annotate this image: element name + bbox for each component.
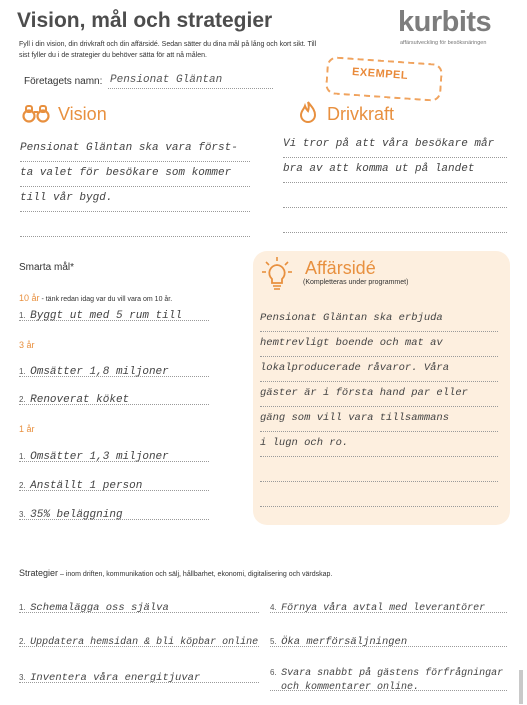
ten-year-desc: - tänk redan idag var du vill vara om 10 år. bbox=[39, 296, 173, 303]
one-year-label: 1 år bbox=[19, 424, 35, 434]
scrollbar[interactable] bbox=[519, 670, 523, 704]
one-year-item-2[interactable]: 2. Anställt 1 person bbox=[19, 475, 209, 491]
strategy-3-num: 3. bbox=[19, 673, 26, 682]
strategy-4-num: 4. bbox=[270, 603, 277, 612]
strategy-5-num: 5. bbox=[270, 637, 277, 646]
drivkraft-lines[interactable] bbox=[283, 133, 507, 233]
three-year-item-2[interactable]: 2. Renoverat köket bbox=[19, 389, 209, 405]
one-year-item-1-text: Omsätter 1,3 miljoner bbox=[30, 451, 169, 463]
drivkraft-title: Drivkraft bbox=[327, 104, 394, 124]
affarside-lines[interactable] bbox=[260, 307, 498, 507]
company-label: Företagets namn: bbox=[24, 76, 103, 87]
affarside-line-6: i lugn och ro. bbox=[260, 437, 349, 449]
affarside-line-2: hemtrevligt boende och mat av bbox=[260, 337, 443, 349]
company-value[interactable]: Pensionat Gläntan bbox=[110, 74, 223, 86]
strategy-6-text: Svara snabbt på gästens förfrågningar bbox=[281, 668, 504, 679]
strategy-2-text: Uppdatera hemsidan & bli köpbar online bbox=[30, 637, 259, 648]
strategy-6-num: 6. bbox=[270, 668, 277, 677]
company-line bbox=[108, 88, 273, 89]
strategy-6[interactable] bbox=[270, 662, 507, 691]
three-year-item-2-text: Renoverat köket bbox=[30, 394, 130, 406]
strategy-5[interactable] bbox=[270, 631, 507, 647]
affarside-subtitle: (Kompletteras under programmet) bbox=[303, 279, 409, 286]
vision-line-2: ta valet för besökare som kommer bbox=[20, 167, 232, 179]
three-year-label: 3 år bbox=[19, 340, 35, 350]
lightbulb-icon bbox=[261, 256, 293, 292]
vision-line-1: Pensionat Gläntan ska vara först- bbox=[20, 142, 238, 154]
ten-year-heading bbox=[19, 288, 172, 306]
strategies-desc: – inom driften, kommunikation och sälj, hållbarhet, ekonomi, digitalisering och värdskap. bbox=[58, 571, 333, 578]
one-year-item-3-text: 35% beläggning bbox=[30, 509, 123, 521]
strategy-1[interactable] bbox=[19, 597, 259, 613]
flame-icon bbox=[298, 100, 318, 124]
goals-title: Smarta mål* bbox=[19, 262, 75, 273]
binoculars-icon bbox=[22, 104, 50, 124]
one-year-item-1[interactable]: 1. Omsätter 1,3 miljoner bbox=[19, 446, 209, 462]
one-year-item-3[interactable]: 3. 35% beläggning bbox=[19, 504, 209, 520]
ten-year-label: 10 år bbox=[19, 293, 40, 303]
strategies-heading bbox=[19, 563, 332, 581]
three-year-item-1[interactable]: 1. Omsätter 1,8 miljoner bbox=[19, 361, 209, 377]
affarside-line-5: gäng som vill vara tillsammans bbox=[260, 412, 450, 424]
vision-title: Vision bbox=[58, 104, 107, 124]
strategy-3[interactable] bbox=[19, 667, 259, 683]
three-year-item-1-text: Omsätter 1,8 miljoner bbox=[30, 366, 169, 378]
strategy-4-text: Förnya våra avtal med leverantörer bbox=[281, 603, 486, 614]
intro-text: Fyll i din vision, din drivkraft och din affärsidé. Sedan sätter du dina mål på lång och kort sikt. Till sist fyller du i de strategier du behöver sätta för att nå målen. bbox=[19, 41, 317, 59]
ten-year-item-1-text: Byggt ut med 5 rum till bbox=[30, 310, 182, 322]
affarside-line-4: gäster är i första hand par eller bbox=[260, 387, 468, 399]
page-title: Vision, mål och strategier bbox=[17, 9, 273, 32]
strategy-3-text: Inventera våra energitjuvar bbox=[30, 672, 201, 684]
strategy-6-text-2: och kommentarer online. bbox=[281, 682, 420, 693]
exempel-stamp-text: EXEMPEL bbox=[351, 66, 409, 82]
kurbits-logo: kurbits bbox=[398, 6, 492, 38]
affarside-title: Affärsidé bbox=[305, 258, 376, 278]
vision-line-3: till vår bygd. bbox=[20, 192, 113, 204]
affarside-line-3: lokalproducerade råvaror. Våra bbox=[260, 362, 450, 374]
ten-year-item-1[interactable]: 1. Byggt ut med 5 rum till bbox=[19, 305, 209, 321]
vision-lines[interactable] bbox=[20, 137, 250, 237]
strategies-title: Strategier bbox=[19, 568, 59, 578]
strategy-2[interactable] bbox=[19, 631, 259, 647]
logo-tagline: affärsutveckling för besöksnäringen bbox=[400, 40, 487, 46]
strategy-2-num: 2. bbox=[19, 637, 26, 646]
strategy-5-text: Öka merförsäljningen bbox=[281, 636, 408, 648]
affarside-line-1: Pensionat Gläntan ska erbjuda bbox=[260, 312, 443, 324]
drivkraft-line-1: Vi tror på att våra besökare mår bbox=[283, 138, 495, 150]
strategy-1-num: 1. bbox=[19, 603, 26, 612]
strategy-4[interactable] bbox=[270, 597, 507, 613]
drivkraft-line-2: bra av att komma ut på landet bbox=[283, 163, 475, 175]
one-year-item-2-text: Anställt 1 person bbox=[30, 480, 143, 492]
strategy-1-text: Schemalägga oss själva bbox=[30, 602, 169, 614]
